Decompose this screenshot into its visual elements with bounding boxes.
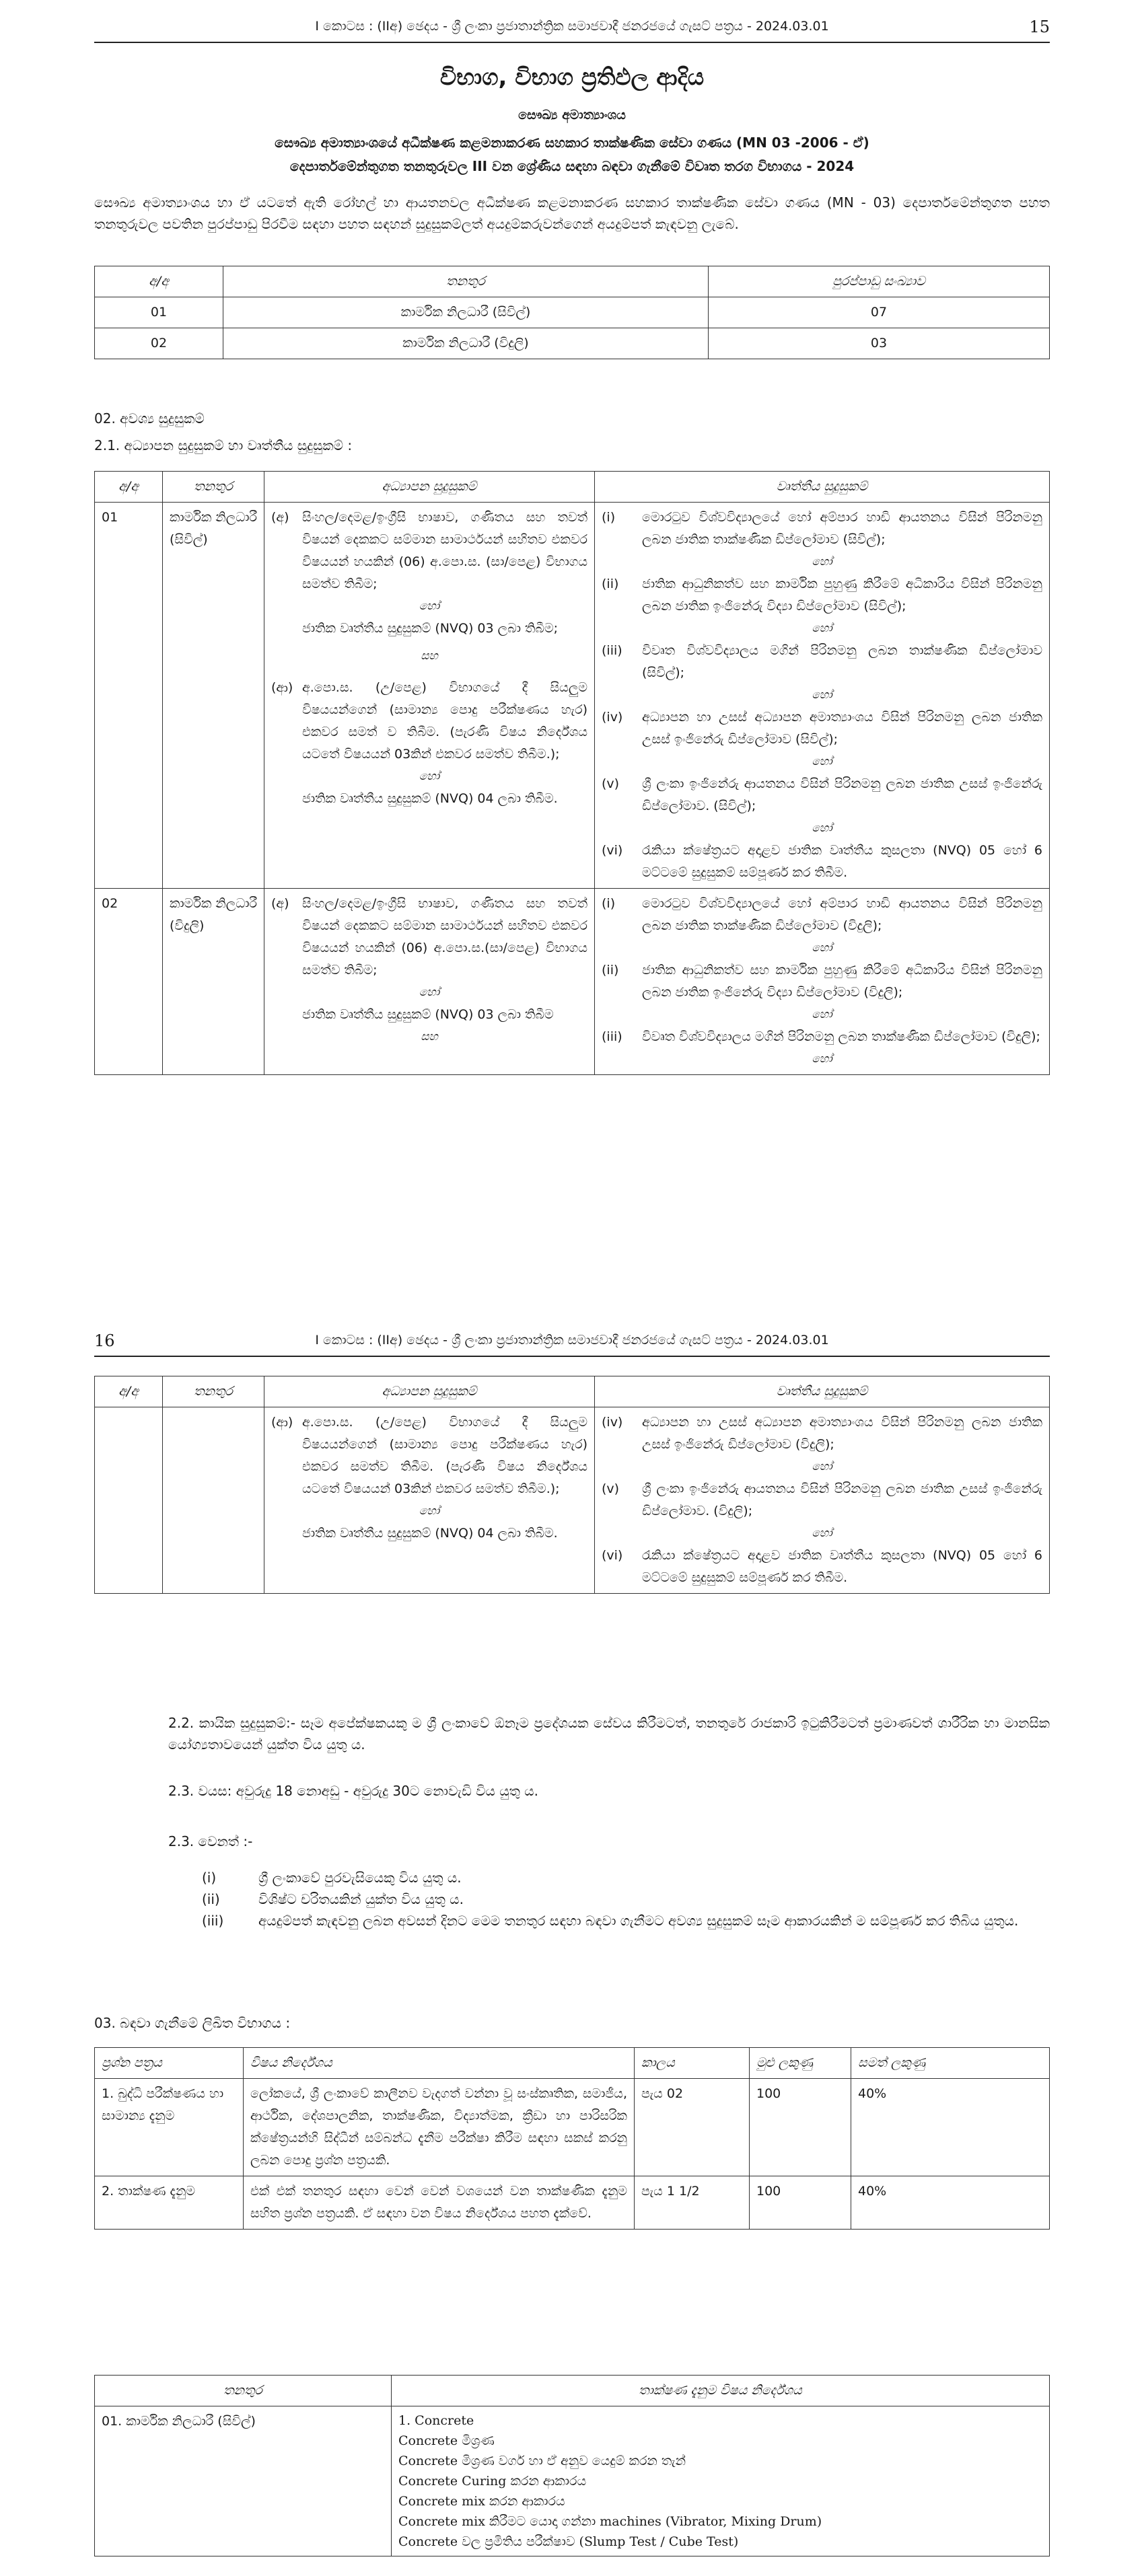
or-word: හෝ [812, 1526, 832, 1540]
ministry-name: සෞඛ්‍ය අමාත්‍යාංශය [518, 108, 626, 122]
section-03-heading: 03. බඳවා ගැනීමේ ලිඛිත විභාගය : [94, 2015, 291, 2031]
prof-item: අධ්‍යාපන හා උසස් අධ්‍යාපන අමාත්‍යාංශය විසින් පිරිනමනු ලබන ජාතික උසස් ඉංජිනේරු ඩිප්ලෝමාව (සිවිල්); [642, 710, 1042, 747]
post-name: කාර්මික නිලධාරී (විදුලි) [163, 889, 264, 1075]
item-label: (i) [602, 896, 616, 911]
edu-a-alt: ජාතික වෘත්තීය සුදුසුකම් (NVQ) 03 ලබා තිබීම; [302, 621, 559, 636]
item-label: (iv) [602, 710, 623, 725]
cell: 1. බුද්ධි පරීක්ෂණය හා සාමාන්‍ය දැනුම [95, 2079, 244, 2176]
cell: පැය 1 1/2 [635, 2176, 750, 2230]
list-item: Concrete වල ප්‍රමිතිය පරීක්ෂාව (Slump Test / Cube Test) [398, 2534, 739, 2549]
section-2-1-heading: 2.1. අධ්‍යාපන සුදුසුකම් හා වෘත්තීය සුදුසුකම් : [94, 437, 353, 453]
exam-table [94, 2047, 1050, 2230]
item-label: (ii) [602, 963, 619, 978]
section-2-3-age: 2.3. වයස: අවුරුදු 18 නොඅඩු - අවුරුදු 30ට නොවැඩි විය යුතු ය. [168, 1783, 538, 1799]
header-text: I කොටස : (IIඅ) ඡෙදය - ශ්‍රී ලංකා ප්‍රජාතාන්ත්‍රික සමාජවාදී ජනරජයේ ගැසට් පත්‍රය - 2024.03.01 [315, 1333, 829, 1348]
cell: 100 [750, 2176, 851, 2230]
col-header: වෘත්තීය සුදුසුකම් [595, 472, 1050, 503]
cell: 03 [709, 328, 1050, 359]
item-label: (vi) [602, 843, 623, 858]
list-item: Concrete Curing කරන ආකාරය [398, 2474, 587, 2489]
item-label: (ii) [202, 1891, 220, 1907]
education-cell [264, 503, 595, 889]
table-row [95, 2176, 1050, 2230]
or-word: හෝ [812, 1460, 832, 1473]
cell: 100 [750, 2079, 851, 2176]
edu-b-text: අ.පො.ස. (උ/පෙළ) විභාගයේ දී සියලුම විෂයයන්ගෙන් (සාමාන්‍ය පොදු පරීක්ෂණය හැර) එකවර සමත්ව තිබීම. (පැරණි විෂය නිර්දේශය යටතේ විෂයයන් 03කින් එකවර සමත්ව තිබීම.); [302, 1415, 587, 1496]
or-word: හෝ [812, 688, 832, 702]
cell: ලෝකයේ, ශ්‍රී ලංකාවේ කාලීනව වැදගත් වන්නා වූ සංස්කෘතික, සමාජීය, ආර්ථික, දේශපාලනික, තාක්ෂණික, විද්‍යාත්මක, ක්‍රීඩා හා පාරිසරික ක්ෂේත්‍රයන්හි සිද්ධීන් සම්බන්ධ දැනීම පරීක්ෂා කිරීම සඳහා සකස් කරනු ලබන පොදු ප්‍රශ්න පත්‍රයකි. [244, 2079, 635, 2176]
item-label: (v) [602, 1481, 620, 1496]
list-item: විශිෂ්ට චරිතයකින් යුක්ත විය යුතු ය. [258, 1891, 464, 1907]
item-label: (v) [602, 776, 620, 791]
or-word: හෝ [812, 1052, 832, 1066]
and-word: සහ [421, 649, 438, 663]
table-row [95, 1407, 1050, 1594]
page-header [94, 1329, 1050, 1357]
or-word: හෝ [812, 1008, 832, 1021]
cell: කාර්මික නිලධාරී (විදුලි) [223, 328, 709, 359]
vacancy-table [94, 266, 1050, 359]
col-header: වෘත්තීය සුදුසුකම් [595, 1376, 1050, 1407]
list-item: 1. Concrete [398, 2413, 474, 2428]
section-02-heading: 02. අවශ්‍ය සුදුසුකම් [94, 410, 205, 427]
col-header: අධ්‍යාපන සුදුසුකම් [264, 472, 595, 503]
item-label: (ii) [602, 577, 619, 591]
prof-item: මොරටුව විශ්වවිද්‍යාලයේ හෝ අම්පාර හාඩි ආයතනය විසින් පිරිනමනු ලබන ජාතික තාක්ෂණික ඩිප්ලෝමාව (සිවිල්); [642, 510, 1042, 547]
list-item: Concrete mix කිරීමට යොදා ගන්නා machines (Vibrator, Mixing Drum) [398, 2514, 822, 2529]
or-word: හෝ [812, 821, 832, 835]
cell: 2. තාක්ෂණ දැනුම [95, 2176, 244, 2230]
row-number: 02 [95, 889, 163, 1075]
item-label: (iii) [202, 1913, 224, 1929]
education-cell [264, 1407, 595, 1594]
page-header [94, 15, 1050, 43]
col-header: තනතුර [223, 266, 709, 297]
col-header: තනතුර [163, 1376, 264, 1407]
professional-cell [595, 1407, 1050, 1594]
cell: 40% [851, 2176, 1050, 2230]
table-row [95, 889, 1050, 1075]
table-row [95, 297, 1050, 328]
col-header: අධ්‍යාපන සුදුසුකම් [264, 1376, 595, 1407]
intro-paragraph: සෞඛ්‍ය අමාත්‍යාංශය හා ඒ යටතේ ඇති රෝහල් හා ආයතනවල අධීක්ෂණ කළමනාකරණ සහකාර තාක්ෂණික සේවා ගණය (MN - 03) දෙපාර්තමේන්තුගත පහත තනතුරුවල පවතින පුරප්පාඩු පිරවීම සඳහා පහත සඳහන් සුදුසුකම්ලත් අයදුම්කරුවන්ගෙන් අයදුම්පත් කැඳවනු ලැබේ. [94, 194, 1050, 232]
page-number: 15 [1029, 17, 1050, 36]
prof-item: විවෘත විශ්වවිද්‍යාලය මගින් පිරිනමනු ලබන තාක්ෂණික ඩිප්ලෝමාව (සිවිල්); [642, 643, 1042, 680]
item-label: (iii) [602, 1029, 622, 1044]
list-item: Concrete mix කරන ආකාරය [398, 2494, 565, 2509]
col-header: විෂය නිර්දේශය [244, 2048, 635, 2079]
col-header: ප්‍රශ්න පත්‍රය [95, 2048, 244, 2079]
table-row [95, 503, 1050, 889]
or-word: හෝ [812, 755, 832, 768]
edu-a-text: සිංහල/දෙමළ/ඉංග්‍රීසි භාෂාව, ගණිතය සහ තවත් විෂයන් දෙකකට සම්මාන සාමාර්ථයන් සහිතව එකවර විෂයයන් හයකින් (06) අ.පො.ස.(සා/පෙළ) විභාගය සමත්ව තිබීම; [302, 896, 587, 978]
col-header: තාක්ෂණ දැනුම විෂය නිර්දේශය [392, 2376, 1050, 2406]
edu-a-alt: ජාතික වෘත්තීය සුදුසුකම් (NVQ) 03 ලබා තිබීම [302, 1007, 554, 1022]
gazette-page-16 [0, 1302, 1144, 2576]
table-row [95, 2079, 1050, 2176]
list-item: ශ්‍රී ලංකාවේ පුරවැසියෙකු විය යුතු ය. [258, 1870, 462, 1886]
item-label: (ආ) [271, 1415, 293, 1430]
cell: එක් එක් තනතුර සඳහා වෙන් වෙන් වශයෙන් වන තාක්ෂණික දැනුම සහිත ප්‍රශ්න පත්‍රයකි. ඒ සඳහා වන විෂය නිර්දේශය පහත දැක්වේ. [244, 2176, 635, 2230]
col-header: අ/අ [95, 1376, 163, 1407]
cell: පැය 02 [635, 2079, 750, 2176]
list-item: Concrete මිශ්‍රණ වර්ග හා ඒ අනුව යෙදුම් කරන තැන් [398, 2454, 686, 2468]
header-text: I කොටස : (IIඅ) ඡෙදය - ශ්‍රී ලංකා ප්‍රජාතාන්ත්‍රික සමාජවාදී ජනරජයේ ගැසට් පත්‍රය - 2024.03.01 [315, 19, 829, 34]
table-row [95, 328, 1050, 359]
prof-item: රැකියා ක්ෂේත්‍රයට අදාළව ජාතික වෘත්තීය කුසලතා (NVQ) 05 හෝ 6 මට්ටමේ සුදුසුකම් සම්පූර්ණ කර තිබීම. [642, 1548, 1042, 1585]
or-word: හෝ [812, 941, 832, 955]
prof-item: ජාතික ආධුනිකත්ව සහ කාර්මික පුහුණු කිරීමේ අධිකාරිය විසින් පිරිනමනු ලබන ජාතික ඉංජිනේරු විද්‍යා ඩිප්ලෝමාව (සිවිල්); [642, 577, 1042, 614]
col-header: අ/අ [95, 266, 223, 297]
table-row [95, 2406, 1050, 2556]
col-header: අ/අ [95, 472, 163, 503]
cell: 02 [95, 328, 223, 359]
qualifications-table-continued [94, 1376, 1050, 1594]
syllabus-items [392, 2406, 1050, 2556]
item-label: (iv) [602, 1415, 623, 1430]
col-header: සමත් ලකුණු [851, 2048, 1050, 2079]
other-requirements-list [202, 1867, 1050, 1931]
edu-a-text: සිංහල/දෙමළ/ඉංග්‍රීසි භාෂාව, ගණිතය සහ තවත් විෂයන් දෙකකට සම්මාන සාමාර්ථයන් සහිතව එකවර විෂයයන් හයකින් (06) අ.පො.ස. (සා/පෙළ) විභාගය සමත්ව තිබීම; [302, 510, 587, 591]
qualifications-table [94, 471, 1050, 1075]
row-number: 01 [95, 503, 163, 889]
edu-b-text: අ.පො.ස. (උ/පෙළ) විභාගයේ දී සියලුම විෂයයන්ගෙන් (සාමාන්‍ය පොදු පරීක්ෂණය හැර) එකවර සමත් ව තිබීම. (පැරණි විෂය නිර්දේශය යටතේ විෂයයන් 03කින් එකවර සමත්ව තිබීම.); [302, 680, 587, 762]
col-header: පුරප්පාඩු සංඛ්‍යාව [709, 266, 1050, 297]
section-2-2-physical: 2.2. කායික සුදුසුකම්:- සෑම අපේක්ෂකයකු ම ශ්‍රී ලංකාවේ ඕනෑම ප්‍රදේශයක සේවය කිරීමටත්, තනතුරේ රාජකාරි ඉටුකිරීමටත් ප්‍රමාණවත් ශාරීරික හා මානසික යෝග්‍යතාවයෙන් යුක්ත විය යුතු ය. [168, 1715, 1050, 1753]
education-cell [264, 889, 595, 1075]
post-name: 01. කාර්මික නිලධාරී (සිවිල්) [95, 2406, 392, 2556]
and-word: සහ [421, 1030, 438, 1043]
prof-item: අධ්‍යාපන හා උසස් අධ්‍යාපන අමාත්‍යාංශය විසින් පිරිනමනු ලබන ජාතික උසස් ඉංජිනේරු ඩිප්ලෝමාව (විදුලි); [642, 1415, 1042, 1452]
prof-item: මොරටුව විශ්වවිද්‍යාලයේ හෝ අම්පාර හාඩි ආයතනය විසින් පිරිනමනු ලබන ජාතික තාක්ෂණික ඩිප්ලෝමාව (විදුලි); [642, 896, 1042, 933]
edu-b-alt: ජාතික වෘත්තීය සුදුසුකම් (NVQ) 04 ලබා තිබීම. [302, 1526, 558, 1541]
col-header: තනතුර [163, 472, 264, 503]
list-item: Concrete මිශ්‍රණ [398, 2433, 495, 2448]
item-label: (ආ) [271, 680, 293, 695]
prof-item: ශ්‍රී ලංකා ඉංජිනේරු ආයතනය විසින් පිරිනමනු ලබන ජාතික උසස් ඉංජිනේරු ඩිප්ලෝමාව. (සිවිල්); [642, 776, 1042, 813]
col-header: කාලය [635, 2048, 750, 2079]
prof-item: රැකියා ක්ෂේත්‍රයට අදාළව ජාතික වෘත්තීය කුසලතා (NVQ) 05 හෝ 6 මට්ටමේ සුදුසුකම් සම්පූර්ණ කර තිබීම. [642, 843, 1042, 880]
item-label: (vi) [602, 1548, 623, 1563]
list-item: අයදුම්පත් කැඳවනු ලබන අවසන් දිනට මෙම තනතුර සඳහා බඳවා ගැනීමට අවශ්‍ය සුදුසුකම් සෑම ආකාරයකින් ම සම්පූර්ණ කර තිබිය යුතුය. [258, 1913, 1019, 1929]
post-name: කාර්මික නිලධාරී (සිවිල්) [163, 503, 264, 889]
item-label: (i) [202, 1870, 217, 1886]
notice-title-line1: සෞඛ්‍ය අමාත්‍යාංශයේ අධීක්ෂණ කළමනාකරණ සහකාර තාක්ෂණික සේවා ගණය (MN 03 -2006 - ඒ) [275, 135, 869, 151]
or-word: හෝ [419, 1504, 440, 1518]
section-title: විභාග, විභාග ප්‍රතිඵල ආදිය [439, 64, 705, 91]
page-number: 16 [94, 1331, 115, 1350]
prof-item: ශ්‍රී ලංකා ඉංජිනේරු ආයතනය විසින් පිරිනමනු ලබන ජාතික උසස් ඉංජිනේරු ඩිප්ලෝමාව. (විදුලි); [642, 1481, 1042, 1518]
cell: 40% [851, 2079, 1050, 2176]
col-header: මුළු ලකුණු [750, 2048, 851, 2079]
item-label: (අ) [271, 896, 289, 911]
or-word: හෝ [419, 599, 440, 613]
edu-b-alt: ජාතික වෘත්තීය සුදුසුකම් (NVQ) 04 ලබා තිබීම. [302, 791, 558, 806]
professional-cell [595, 889, 1050, 1075]
item-label: (i) [602, 510, 616, 525]
cell: 07 [709, 297, 1050, 328]
cell: 01 [95, 297, 223, 328]
professional-cell [595, 503, 1050, 889]
prof-item: ජාතික ආධුනිකත්ව සහ කාර්මික පුහුණු කිරීමේ අධිකාරිය විසින් පිරිනමනු ලබන ජාතික ඉංජිනේරු විද්‍යා ඩිප්ලෝමාව (විදුලි); [642, 963, 1042, 1000]
item-label: (iii) [602, 643, 622, 658]
section-2-3-other: 2.3. වෙනත් :- [168, 1833, 253, 1849]
or-word: හෝ [419, 986, 440, 999]
syllabus-table [94, 2375, 1050, 2556]
notice-title-line2: දෙපාර්තමේන්තුගත තනතුරුවල III වන ශ්‍රේණිය සඳහා බඳවා ගැනීමේ විවෘත තරග විභාගය - 2024 [289, 158, 855, 174]
or-word: හෝ [812, 622, 832, 635]
cell: කාර්මික නිලධාරී (සිවිල්) [223, 297, 709, 328]
col-header: තනතුර [95, 2376, 392, 2406]
prof-item: විවෘත විශ්වවිද්‍යාලය මගින් පිරිනමනු ලබන තාක්ෂණික ඩිප්ලෝමාව (විදුලි); [642, 1029, 1040, 1044]
or-word: හෝ [419, 770, 440, 783]
or-word: හෝ [812, 555, 832, 568]
item-label: (අ) [271, 510, 289, 525]
